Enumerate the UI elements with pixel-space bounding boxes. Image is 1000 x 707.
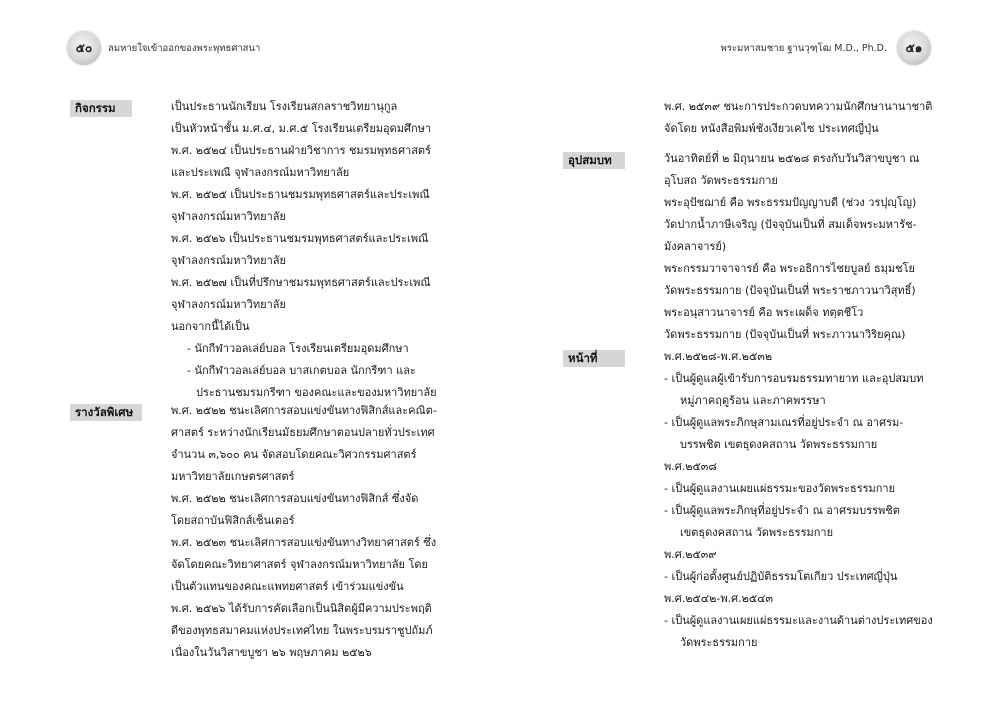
text-line: วัดปากน้ำภาษีเจริญ (ปัจจุบันเป็นที่ สมเด็จพระมหารัช-: [664, 218, 917, 231]
list-item: - เป็นผู้ดูแลพระภิกษุที่อยู่ประจำ ณ อาศรมบรรพชิต: [664, 504, 900, 517]
text-line: มหาวิทยาลัยเกษตรศาสตร์: [171, 470, 295, 483]
text-line: พระกรรมวาจาจารย์ คือ พระอธิการไชยบูลย์ ธมฺมชโย: [664, 262, 915, 275]
text-line: เป็นประธานนักเรียน โรงเรียนสกลราชวิทยานุกูล: [171, 100, 398, 113]
list-item: - เป็นผู้ก่อตั้งศูนย์ปฏิบัติธรรมโตเกียว ประเทศญี่ปุ่น: [664, 570, 898, 583]
left-page-number: ๕๐: [67, 31, 101, 65]
right-running-title: พระมหาสมชาย ฐานวุฑฺโฒ M.D., Ph.D.: [720, 43, 887, 54]
text-line: วันอาทิตย์ที่ ๒ มิถุนายน ๒๕๒๘ ตรงกับวันวิสาขบูชา ณ: [664, 152, 920, 165]
year-heading: พ.ศ.๒๕๓๙: [664, 548, 717, 561]
right-page-number: ๕๑: [897, 31, 931, 65]
list-item: - นักกีฬาวอลเล่ย์บอล บาสเกตบอล นักกรีฑา และ: [187, 364, 416, 377]
list-item: - นักกีฬาวอลเล่ย์บอล โรงเรียนเตรียมอุดมศึกษา: [187, 342, 409, 355]
text-line: เป็นหัวหน้าชั้น ม.ศ.๔, ม.ศ.๕ โรงเรียนเตรียมอุดมศึกษา: [171, 122, 432, 135]
text-line: จัดโดยคณะวิทยาศาสตร์ จุฬาลงกรณ์มหาวิทยาลัย โดย: [171, 558, 428, 571]
right-intro-text: [664, 96, 932, 140]
text-line: จุฬาลงกรณ์มหาวิทยาลัย: [171, 254, 286, 267]
text-line: นอกจากนี้ได้เป็น: [171, 320, 250, 333]
list-item-continuation: เขตธุดงคสถาน วัดพระธรรมกาย: [680, 526, 834, 539]
special-awards-text: [171, 400, 437, 664]
text-line: และประเพณี จุฬาลงกรณ์มหาวิทยาลัย: [171, 166, 350, 179]
text-line: เนื่องในวันวิสาขบูชา ๒๖ พฤษภาคม ๒๕๒๖: [171, 646, 372, 659]
list-item: - เป็นผู้ดูแลพระภิกษุสามเณรที่อยู่ประจำ ณ อาศรม-: [664, 416, 904, 429]
duties-text: [664, 346, 933, 654]
text-line: จำนวน ๓,๖๐๐ คน จัดสอบโดยคณะวิศวกรรมศาสตร์: [171, 448, 417, 461]
text-line: พ.ศ. ๒๕๓๙ ชนะการประกวดบทความนักศึกษานานาชาติ: [664, 100, 933, 113]
ordination-text: [664, 148, 919, 346]
text-line: ศาสตร์ ระหว่างนักเรียนมัธยมศึกษาตอนปลายทั่วประเทศ: [171, 426, 435, 439]
list-item-continuation: ประธานชมรมกรีฑา ของคณะและของมหาวิทยาลัย: [196, 386, 437, 399]
text-line: พ.ศ. ๒๕๒๒ ชนะเลิศการสอบแข่งขันทางฟิสิกส์ ซึ่งจัด: [171, 492, 419, 505]
text-line: อุโบสถ วัดพระธรรมกาย: [664, 174, 778, 187]
text-line: โดยสถาบันฟิสิกส์เซ็นเตอร์: [171, 514, 295, 527]
list-item-continuation: บรรพชิต เขตธุดงคสถาน วัดพระธรรมกาย: [680, 438, 878, 451]
text-line: พ.ศ. ๒๕๒๖ เป็นประธานชมรมพุทธศาสตร์และประเพณี: [171, 232, 429, 245]
text-line: จุฬาลงกรณ์มหาวิทยาลัย: [171, 298, 286, 311]
text-line: พระอุปัชฌาย์ คือ พระธรรมปัญญาบดี (ช่วง วรปุญฺโญ): [664, 196, 917, 209]
text-line: พ.ศ. ๒๕๒๔ เป็นประธานฝ่ายวิชาการ ชมรมพุทธศาสตร์: [171, 144, 431, 157]
list-item: - เป็นผู้ดูแลงานเผยแผ่ธรรมะและงานด้านต่างประเทศของ: [664, 614, 933, 627]
text-line: พ.ศ. ๒๕๒๓ ชนะเลิศการสอบแข่งขันทางวิทยาศาสตร์ ซึ่ง: [171, 536, 437, 549]
year-heading: พ.ศ.๒๕๒๘-พ.ศ.๒๕๓๒: [664, 350, 773, 363]
list-item-continuation: วัดพระธรรมกาย: [680, 636, 758, 649]
text-line: มังคลาจารย์): [664, 240, 727, 253]
section-label-duties: หน้าที่: [563, 350, 625, 367]
text-line: ดีของพุทธสมาคมแห่งประเทศไทย ในพระบรมราชูปถัมภ์: [171, 624, 433, 637]
text-line: พ.ศ. ๒๕๒๒ ชนะเลิศการสอบแข่งขันทางฟิสิกส์และคณิต-: [171, 404, 437, 417]
text-line: พ.ศ. ๒๕๒๖ ได้รับการคัดเลือกเป็นนิสิตผู้มีความประพฤติ: [171, 602, 432, 615]
year-heading: พ.ศ.๒๕๔๒-พ.ศ.๒๕๔๓: [664, 592, 773, 605]
text-line: จัดโดย หนังสือพิมพ์ชังเงียวเคไซ ประเทศญี่ปุ่น: [664, 122, 879, 135]
activities-text: [171, 96, 437, 404]
text-line: วัดพระธรรมกาย (ปัจจุบันเป็นที่ พระภาวนาวิริยคุณ): [664, 328, 906, 341]
text-line: พ.ศ. ๒๕๒๕ เป็นประธานชมรมพุทธศาสตร์และประเพณี: [171, 188, 430, 201]
left-running-title: ลมหายใจเข้าออกของพระพุทธศาสนา: [108, 43, 261, 54]
section-label-ordination: อุปสมบท: [563, 152, 625, 169]
text-line: วัดพระธรรมกาย (ปัจจุบันเป็นที่ พระราชภาวนาวิสุทธิ์): [664, 284, 916, 297]
text-line: พ.ศ. ๒๕๒๗ เป็นที่ปรึกษาชมรมพุทธศาสตร์และประเพณี: [171, 276, 431, 289]
list-item: - เป็นผู้ดูแลผู้เข้ารับการอบรมธรรมทายาท และอุปสมบท: [664, 372, 924, 385]
section-label-activities: กิจกรรม: [70, 100, 132, 117]
section-label-special-awards: รางวัลพิเศษ: [70, 404, 142, 421]
text-line: เป็นตัวแทนของคณะแพทยศาสตร์ เข้าร่วมแข่งขัน: [171, 580, 404, 593]
year-heading: พ.ศ.๒๕๓๘: [664, 460, 717, 473]
text-line: พระอนุสาวนาจารย์ คือ พระเผด็จ ทตฺตชีโว: [664, 306, 864, 319]
list-item-continuation: หมู่ภาคฤดูร้อน และภาคพรรษา: [680, 394, 826, 407]
text-line: จุฬาลงกรณ์มหาวิทยาลัย: [171, 210, 286, 223]
list-item: - เป็นผู้ดูแลงานเผยแผ่ธรรมะของวัดพระธรรมกาย: [664, 482, 896, 495]
